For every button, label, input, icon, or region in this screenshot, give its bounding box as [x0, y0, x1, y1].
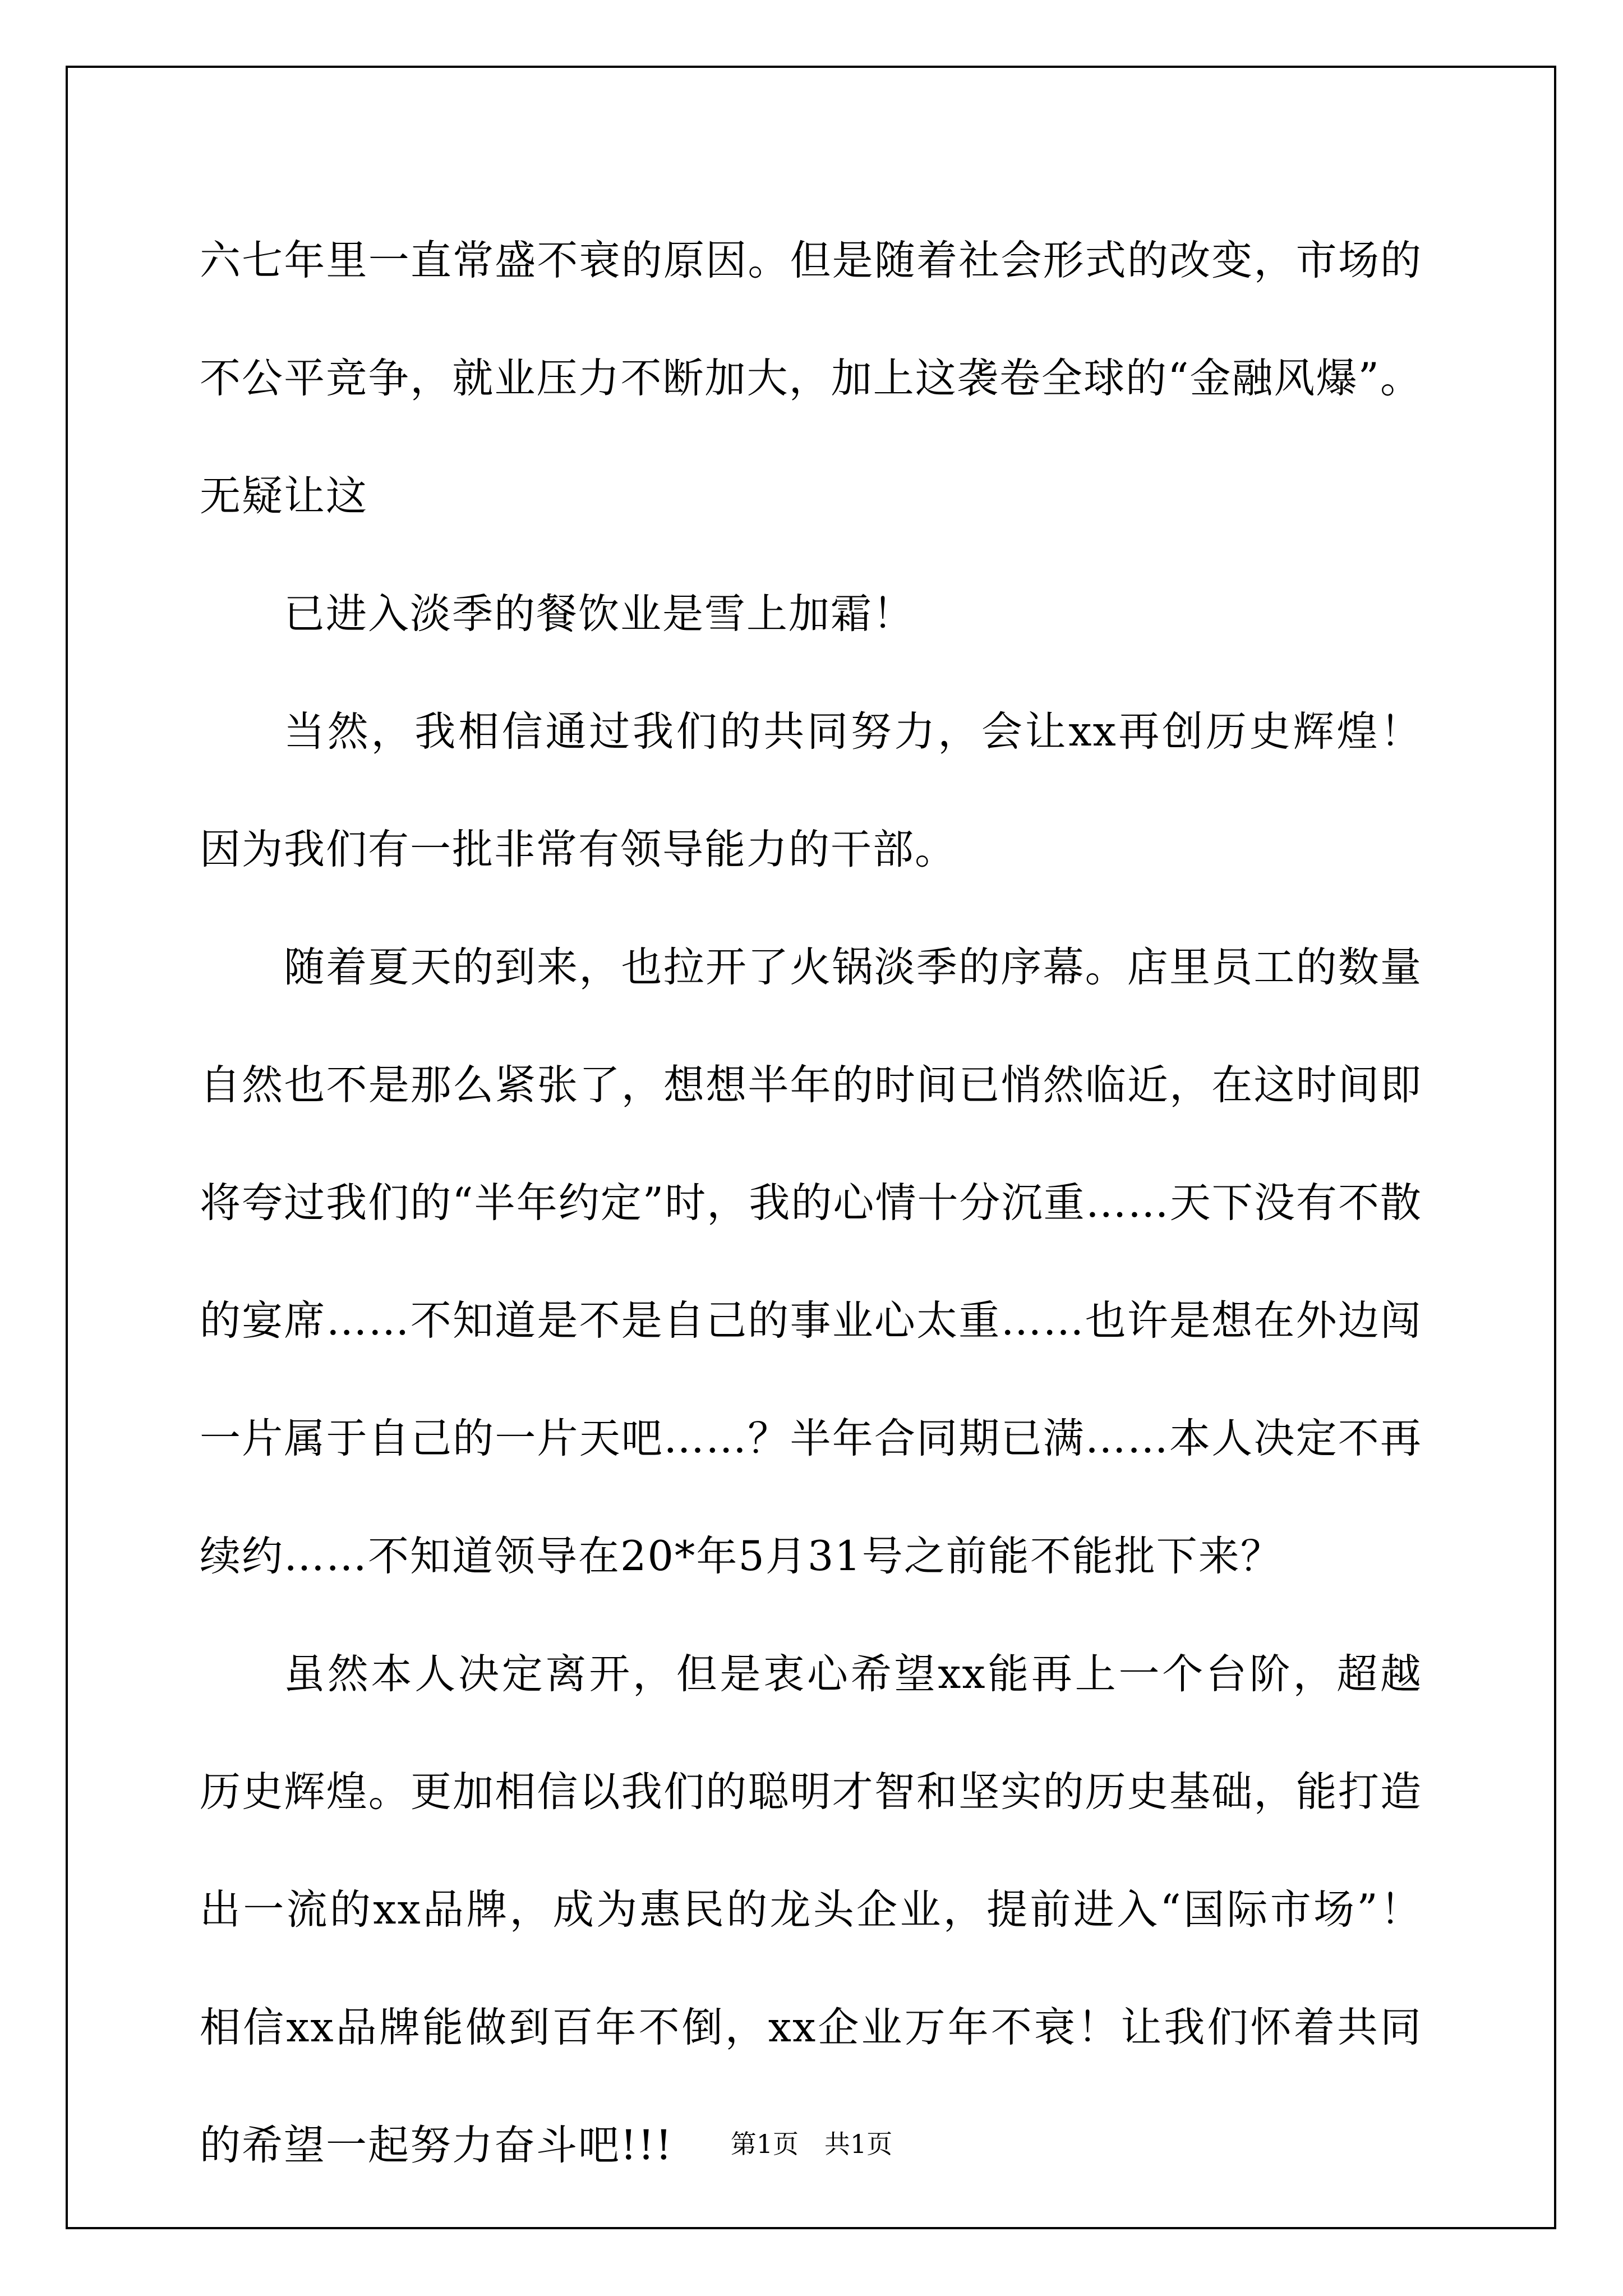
paragraph-3: 当然，我相信通过我们的共同努力，会让xx再创历史辉煌！因为我们有一批非常有领导能力的干部。	[200, 708, 1422, 873]
paragraph-2: 已进入淡季的餐饮业是雪上加霜！	[284, 590, 915, 638]
paragraph-1: 六七年里一直常盛不衰的原因。但是随着社会形式的改变，市场的不公平竞争，就业压力不断加大，加上这袭卷全球的“金融风爆”。无疑让这	[200, 237, 1422, 520]
paragraph-4: 随着夏天的到来，也拉开了火锅淡季的序幕。店里员工的数量自然也不是那么紧张了，想想半年的时间已悄然临近，在这时间即将夸过我们的“半年约定”时，我的心情十分沉重……天下没有不散的宴席……不知道是不是自己的事业心太重……也许是想在外边闯一片属于自己的一片天吧……？半年合同期已满……本人决定不再续约……不知道领导在20*年5月31号之前能不能批下来？	[200, 944, 1422, 1580]
page-footer: 第1页 共1页	[730, 2129, 893, 2159]
document-body	[200, 202, 1422, 2205]
paragraph-5: 虽然本人决定离开，但是衷心希望xx能再上一个台阶，超越历史辉煌。更加相信以我们的聪明才智和坚实的历史基础，能打造出一流的xx品牌，成为惠民的龙头企业，提前进入“国际市场”！相信xx品牌能做到百年不倒，xx企业万年不衰！让我们怀着共同的希望一起努力奋斗吧!!!	[200, 1650, 1422, 2169]
